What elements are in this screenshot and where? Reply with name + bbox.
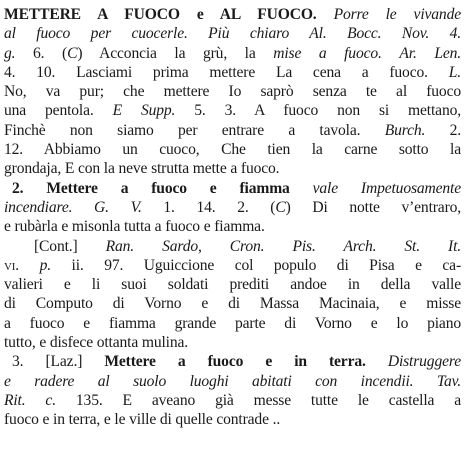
text-segment: g. [4,44,16,62]
text-segment: 2. [425,121,461,139]
text-line [4,217,461,236]
text-segment: una pentola. [4,102,113,120]
text-segment [366,353,388,370]
text-segment: L. [448,63,461,81]
text-segment: 2. Mettere a fuoco e fiamma [12,179,290,197]
text-segment: C [275,198,286,216]
text-segment [290,180,313,197]
text-line [4,159,461,178]
text-segment: tutto, e disfece ottanta mulina. [4,334,189,352]
text-line [4,372,461,391]
text-segment: Rit. c. [4,391,56,409]
text-segment: p. [39,256,52,274]
text-segment: fuoco e in terra, e le ville di quelle contrade .. [4,411,281,429]
text-segment: 6. ( [15,44,68,62]
text-segment: [Cont.] [34,237,106,255]
text-segment [317,6,334,23]
text-segment: grondaja, E con la neve strutta mette a fuoco. [4,160,280,178]
text-segment: vi. [4,256,40,274]
text-segment: 3. [Laz.] [12,353,105,371]
text-segment: valieri e li suoi soldati prediti andoe in della valle [4,276,461,294]
text-segment: Mettere a fuoco e in terra. [104,353,366,371]
text-segment: ) Acconcia la grù, la [77,44,274,62]
text-segment: Finchè non siamo per entrare a tavola. [4,121,385,139]
text-segment: al fuoco per cuocerle. Più chiaro Al. Bocc. Nov. 4. [4,25,461,43]
text-line [4,294,461,313]
text-segment: C [67,44,78,62]
text-segment: E Supp. [112,102,176,120]
text-line [4,121,461,140]
text-segment: ) Di notte v’entraro, [285,198,462,216]
text-segment: 4. 10. Lasciami prima mettere La cena a fuoco. [4,63,449,81]
text-segment: ii. 97. Uguiccione col populo di Pisa e ca- [51,256,461,274]
text-line [4,5,461,24]
text-line [4,179,461,198]
text-segment: 12. Abbiamo un cuoco, Che tien la carne sotto la [4,141,461,159]
text-segment: mise a fuoco. [273,44,382,62]
text-line [4,352,461,371]
text-line [4,314,461,333]
text-segment: Burch. [384,121,426,139]
text-line [4,237,461,256]
text-segment: METTERE A FUOCO e AL FUOCO. [4,6,317,23]
text-line [4,101,461,120]
text-line [4,275,461,294]
text-line [4,198,461,217]
text-line [4,24,461,43]
text-segment: e radere al suolo luoghi abitati con incendii. Tav. [4,372,461,390]
text-segment: Distruggere [387,353,461,371]
text-segment: incendiare. G. V. [4,198,142,216]
text-segment: 1. 14. 2. ( [141,198,276,216]
text-line [4,256,461,275]
text-line [4,63,461,82]
text-segment: a fuoco e fiamma grande parte di Vorno e lo piano [4,314,461,332]
text-line [4,44,461,63]
text-line [4,333,461,352]
text-line [4,140,461,159]
text-segment: e rubàrla e misonla tutta a fuoco e fiamma. [4,218,265,236]
text-line [4,410,461,429]
text-segment: 135. E aveano già messe tutte le castella a [55,391,461,409]
text-line [4,82,461,101]
text-segment [382,45,400,62]
text-segment: Ran. Sardo, Cron. Pis. Arch. St. It. [105,237,461,255]
text-segment: Porre le vivande [333,6,461,23]
text-segment: 5. 3. A fuoco non si mettano, [175,102,461,120]
text-segment: Ar. Len. [399,44,462,62]
text-line [4,391,461,410]
text-segment: di Computo di Vorno e di Massa Macinaia, e misse [4,295,461,313]
text-segment: No, va pur; che mettere Io saprò senza te al fuoco [4,83,461,101]
text-segment: vale Impetuosamente [312,179,462,197]
